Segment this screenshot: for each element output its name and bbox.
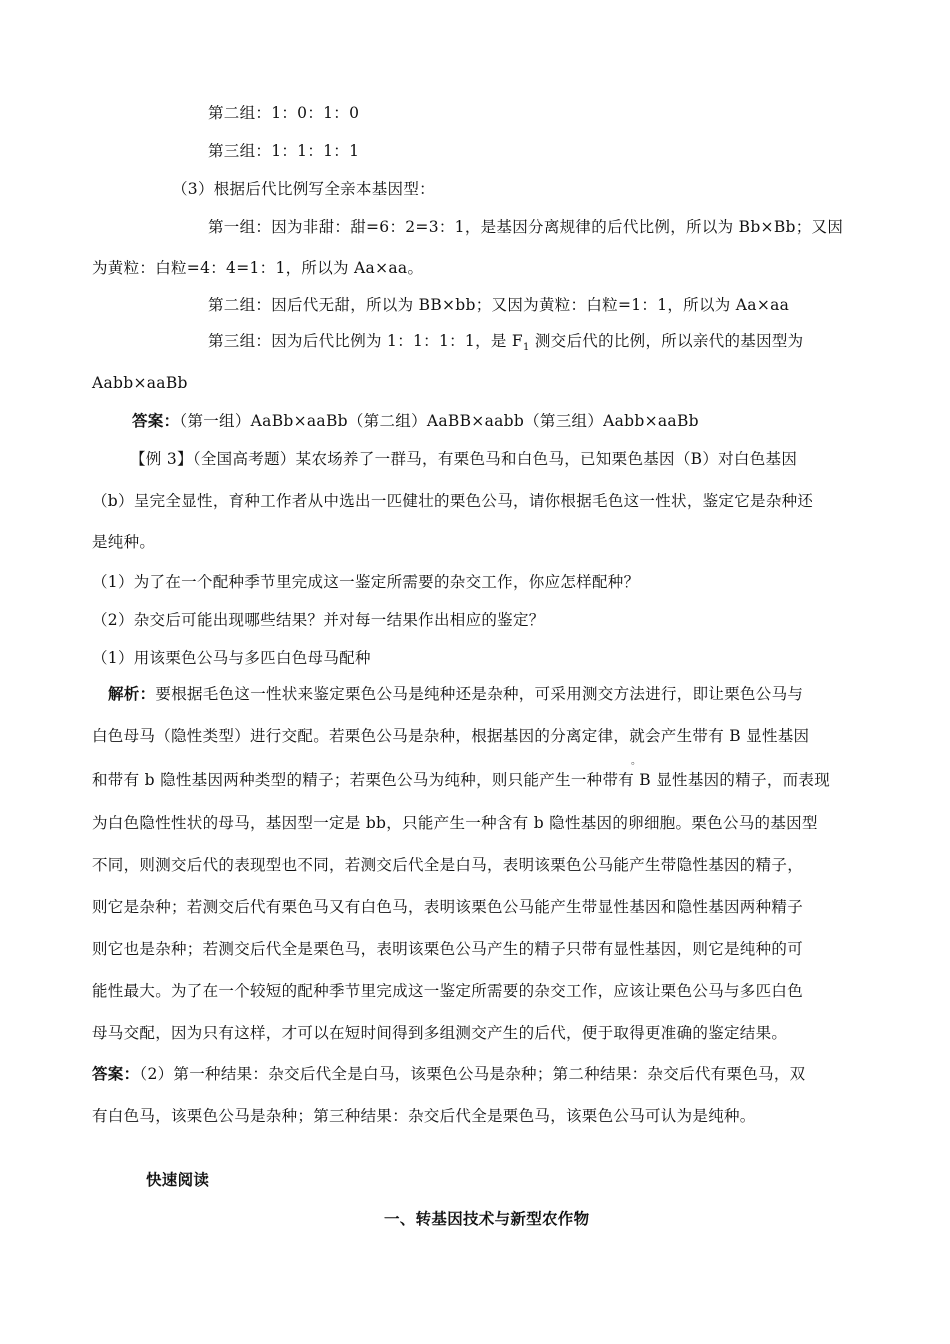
text-line: 不同，则测交后代的表现型也不同，若测交后代全是白马，表明该栗色公马能产生带隐性基因的精子， <box>92 856 804 874</box>
text-line: 为黄粒：白粒=4：4=1：1，所以为 Aa×aa。 <box>92 259 424 277</box>
answer-label: 答案： <box>92 1064 140 1083</box>
subscript: 1 <box>522 342 530 354</box>
text-line: 第一组：因为非甜：甜=6：2=3：1，是基因分离规律的后代比例，所以为 Bb×Bb；又因 <box>208 218 844 236</box>
text-line: 有白色马，该栗色公马是杂种；第三种结果：杂交后代全是栗色马，该栗色公马可认为是纯种。 <box>92 1107 756 1125</box>
section-heading: 快速阅读 <box>146 1170 210 1189</box>
answer-text: （2）第一种结果：杂交后代全是白马，该栗色公马是杂种；第二种结果：杂交后代有栗色马，双 <box>139 1065 806 1083</box>
analysis-label: 解析： <box>108 684 156 703</box>
text-line: 母马交配，因为只有这样，才可以在短时间得到多组测交产生的后代，便于取得更准确的鉴定结果。 <box>92 1024 788 1042</box>
text-line: 【例 3】（全国高考题）某农场养了一群马，有栗色马和白色马，已知栗色基因（B）对白色基因 <box>130 450 798 468</box>
text-line: （b）呈完全显性，育种工作者从中选出一匹健壮的栗色公马，请你根据毛色这一性状，鉴定它是杂种还 <box>92 492 814 510</box>
text-line: （2）杂交后可能出现哪些结果？并对每一结果作出相应的鉴定？ <box>92 611 545 629</box>
text-line: （1）为了在一个配种季节里完成这一鉴定所需要的杂交工作，你应怎样配种？ <box>92 573 640 591</box>
text-line: 是纯种。 <box>92 533 156 551</box>
answer-text: （第一组）AaBb×aaBb（第二组）AaBB×aabb（第三组）Aabb×aaBb <box>179 412 699 430</box>
text-line: （3）根据后代比例写全亲本基因型： <box>172 180 435 198</box>
text-line: 第二组：1：0：1：0 <box>208 104 360 122</box>
text-line: Aabb×aaBb <box>92 374 188 392</box>
answer-label: 答案： <box>132 411 180 430</box>
analysis-line <box>108 683 803 705</box>
analysis-text: 要根据毛色这一性状来鉴定栗色公马是纯种还是杂种，可采用测交方法进行，即让栗色公马与 <box>155 685 804 703</box>
text-segment: 测交后代的比例，所以亲代的基因型为 <box>529 332 804 350</box>
answer-line <box>92 1063 805 1085</box>
text-line: 白色母马（隐性类型）进行交配。若栗色公马是杂种，根据基因的分离定律，就会产生带有 B 显性基因 <box>92 727 810 745</box>
emphasis-dot: 。 <box>631 756 641 767</box>
answer-line <box>132 410 699 432</box>
text-line: 第三组：1：1：1：1 <box>208 142 360 160</box>
text-segment: 第三组：因为后代比例为 1：1：1：1，是 F <box>208 332 523 350</box>
text-line: 能性最大。为了在一个较短的配种季节里完成这一鉴定所需要的杂交工作，应该让栗色公马与多匹白色 <box>92 982 804 1000</box>
text-line: （1）用该栗色公马与多匹白色母马配种 <box>92 649 371 667</box>
text-line: 和带有 b 隐性基因两种类型的精子；若栗色公马为纯种，则只能产生一种带有 B 显性基因的精子，而表现 <box>92 771 831 789</box>
text-line: 则它是杂种；若测交后代有栗色马又有白色马，表明该栗色公马能产生带显性基因和隐性基因两种精子 <box>92 898 804 916</box>
text-line: 为白色隐性性状的母马，基因型一定是 bb，只能产生一种含有 b 隐性基因的卵细胞。栗色公马的基因型 <box>92 814 818 832</box>
text-line: 则它也是杂种；若测交后代全是栗色马，表明该栗色公马产生的精子只带有显性基因，则它是纯种的可 <box>92 940 804 958</box>
text-line <box>208 330 803 359</box>
section-title: 一、转基因技术与新型农作物 <box>384 1209 590 1228</box>
text-line: 第二组：因后代无甜，所以为 BB×bb；又因为黄粒：白粒=1：1，所以为 Aa×aa <box>208 296 790 314</box>
